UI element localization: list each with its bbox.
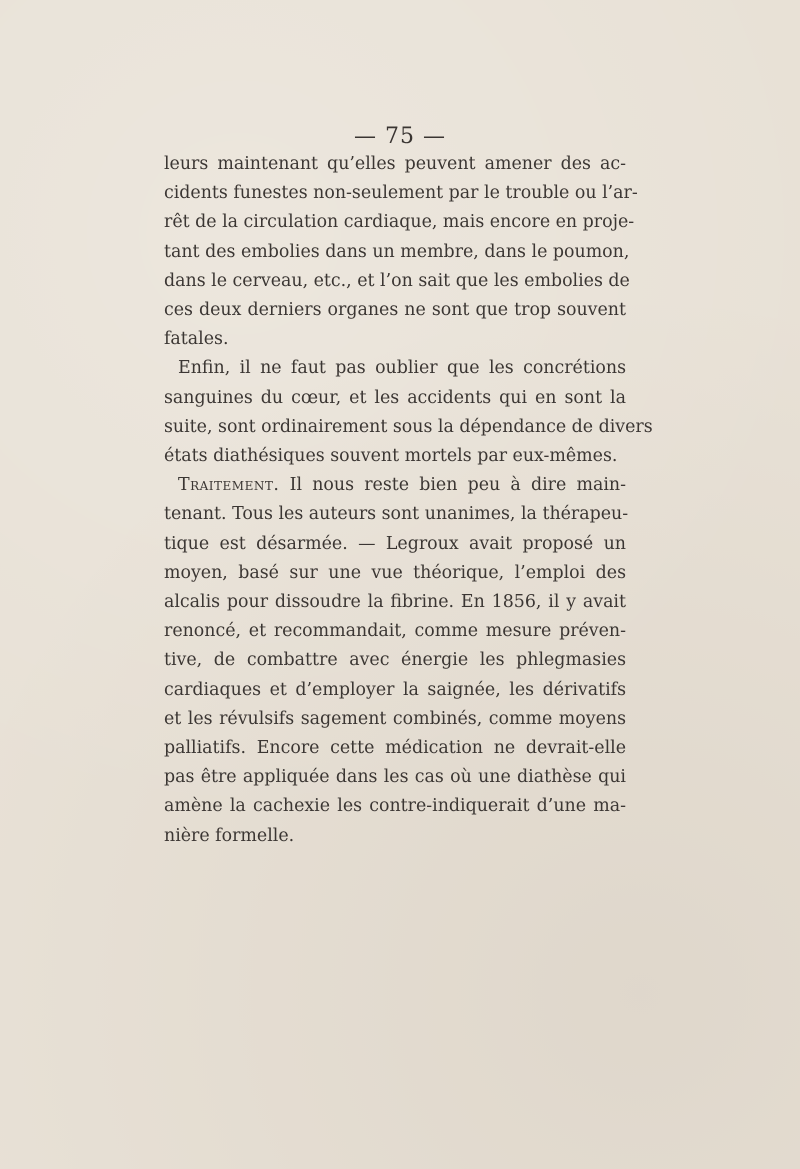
text-line: états diathésiques souvent mortels par eux-mêmes. [164,446,618,467]
text-line: amène la cachexie les contre-indiquerait d’une ma- [164,796,626,817]
text-line: renoncé, et recommandait, comme mesure préven- [164,621,626,642]
text-line: cardiaques et d’employer la saignée, les dérivatifs [164,679,626,700]
text-line: leurs maintenant qu’elles peuvent amener des ac- [164,154,626,174]
page-number: — 75 — [354,124,446,149]
text-line: tique est désarmée. — Legroux avait proposé un [164,533,626,554]
text-line [164,471,626,500]
text-line: alcalis pour dissoudre la fibrine. En 1856, il y avait [164,592,626,613]
text-line: dans le cerveau, etc., et l’on sait que les embolies de [164,270,630,291]
text-line: ces deux derniers organes ne sont que trop souvent [164,300,626,321]
text-line: pas être appliquée dans les cas où une diathèse qui [164,767,626,788]
text-line: moyen, basé sur une vue théorique, l’emploi des [164,562,626,583]
text-line: fatales. [164,329,229,350]
text-line: Enfin, il ne faut pas oublier que les concrétions [178,358,626,379]
paragraph-3 [164,471,629,851]
text-line: suite, sont ordinairement sous la dépendance de divers [164,416,653,437]
text-line: tant des embolies dans un membre, dans le poumon, [164,241,630,262]
text-line: et les révulsifs sagement combinés, comme moyens [164,708,626,729]
text-line: sanguines du cœur, et les accidents qui en sont la [164,387,626,408]
section-heading: Traitement. [178,475,280,496]
text-line: palliatifs. Encore cette médication ne devrait-elle [164,738,626,759]
text-fragment: Il nous reste bien peu à dire main- [279,475,626,496]
text-line: nière formelle. [164,825,295,846]
text-line: cidents funestes non-seulement par le trouble ou l’ar- [164,183,638,204]
paragraph-1 [164,150,638,354]
text-line: rêt de la circulation cardiaque, mais encore en proje- [164,212,635,233]
text-line: tenant. Tous les auteurs sont unanimes, la thérapeu- [164,504,629,525]
paragraph-2 [164,354,653,471]
text-line: tive, de combattre avec énergie les phlegmasies [164,650,626,671]
body-text [164,150,653,851]
